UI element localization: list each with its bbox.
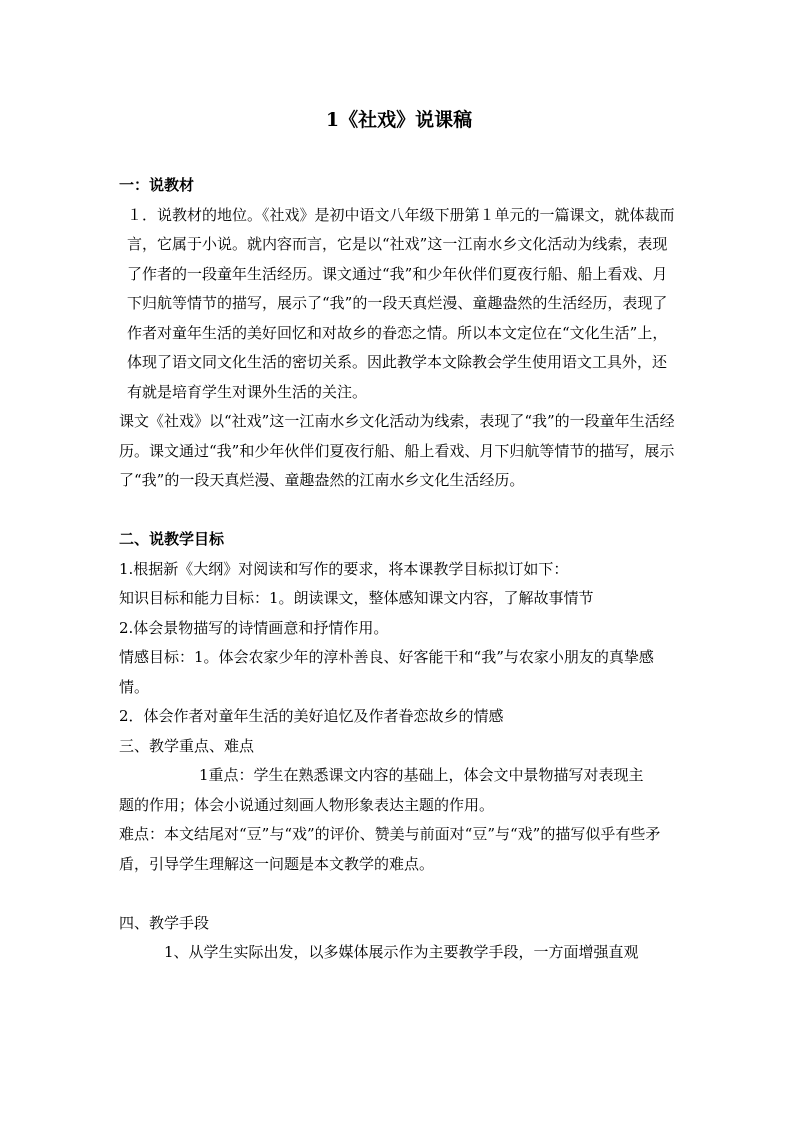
paragraph: 知识目标和能力目标：1。朗读课文，整体感知课文内容，了解故事情节	[119, 589, 594, 607]
section-heading-4: 四、教学手段	[119, 913, 210, 932]
paragraph: 1重点：学生在熟悉课文内容的基础上，体会文中景物描写对表现主	[199, 766, 644, 784]
blank-line	[119, 879, 679, 909]
paragraph: 情感目标：1。体会农家少年的淳朴善良、好客能干和“我”与农家小朋友的真挚感情。	[119, 648, 654, 696]
document-body	[119, 171, 679, 968]
paragraph: １．说教材的地位。《社戏》是初中语文八年级下册第１单元的一篇课文，就体裁而言，它属于小说。就内容而言，它是以“社戏”这一江南水乡文化活动为线索，表现了作者的一段童年生活经历。课文通过“我”和少年伙伴们夏夜行船、船上看戏、月下归航等情节的描写，展示了“我”的一段天真烂漫、童趣盎然的生活经历，表现了作者对童年生活的美好回忆和对故乡的眷恋之情。所以本文定位在“文化生活”上，体现了语文同文化生活的密切关系。因此教学本文除教会学生使用语文工具外，还有就是培育学生对课外生活的关注。	[127, 205, 675, 401]
section-heading-2: 二、说教学目标	[119, 530, 225, 548]
paragraph: 1.根据新《大纲》对阅读和写作的要求，将本课教学目标拟订如下：	[119, 559, 569, 578]
paragraph: 难点：本文结尾对“豆”与“戏”的评价、赞美与前面对“豆”与“戏”的描写似乎有些矛盾，引导学生理解这一问题是本文教学的难点。	[119, 825, 661, 873]
document-title: 1《社戏》说课稿	[325, 109, 473, 131]
paragraph: 题的作用；体会小说通过刻画人物形象表达主题的作用。	[119, 795, 495, 814]
paragraph: 2．体会作者对童年生活的美好追忆及作者眷恋故乡的情感	[119, 707, 504, 725]
paragraph: 课文《社戏》以“社戏”这一江南水乡文化活动为线索，表现了“我”的一段童年生活经历。课文通过“我”和少年伙伴们夏夜行船、船上看戏、月下归航等情节的描写，展示了“我”的一段天真烂漫、童趣盎然的江南水乡文化生活经历。	[119, 412, 675, 489]
paragraph: 1、从学生实际出发，以多媒体展示作为主要教学手段，一方面增强直观	[164, 943, 639, 961]
paragraph: 2.体会景物描写的诗情画意和抒情作用。	[119, 618, 389, 637]
blank-line	[119, 496, 679, 526]
section-heading-3: 三、教学重点、难点	[119, 736, 255, 755]
section-heading-1: 一：说教材	[119, 176, 195, 194]
